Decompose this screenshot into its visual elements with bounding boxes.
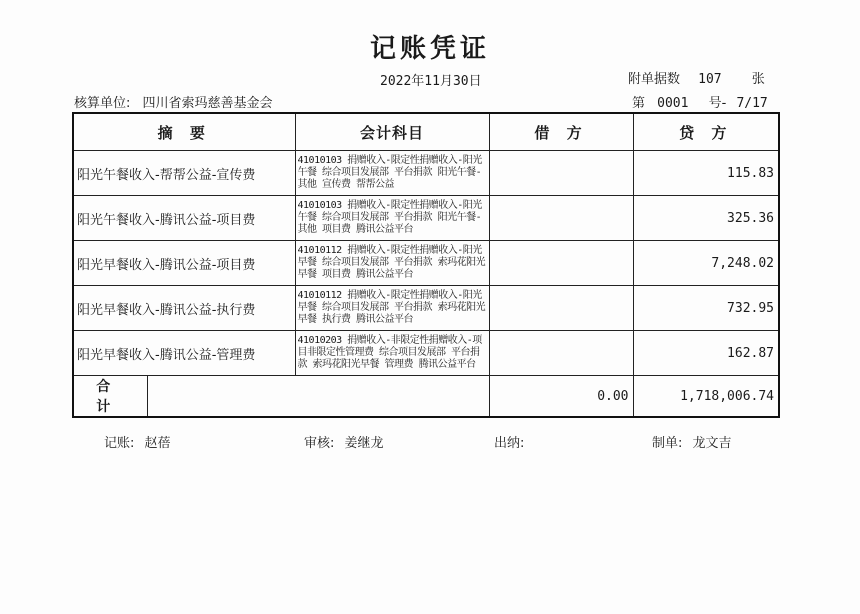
voucher-title: 记账凭证: [369, 34, 490, 64]
voucher-number: [632, 92, 768, 111]
maker: [652, 432, 732, 451]
total-row: [73, 376, 779, 418]
accounting-unit-name: 四川省索玛慈善基金会: [142, 96, 273, 111]
row-credit: 162.87: [633, 331, 779, 376]
row-debit: [489, 286, 633, 331]
bookkeeper: [104, 432, 171, 451]
cashier: [494, 432, 530, 451]
voucher-page: 7/17: [736, 96, 768, 111]
row-credit: 325.36: [633, 196, 779, 241]
row-account: 41010112 捐赠收入-限定性捐赠收入-阳光早餐 综合项目发展部 平台捐款 索玛花阳光早餐 执行费 腾讯公益平台: [295, 286, 489, 331]
col-summary: 摘 要: [73, 113, 295, 151]
voucher-number-value: 0001: [657, 96, 689, 111]
table-row: [73, 241, 779, 286]
attachments-info: [628, 68, 765, 87]
voucher-table: [72, 112, 780, 418]
row-debit: [489, 331, 633, 376]
total-blank: [147, 376, 489, 418]
row-summary: 阳光早餐收入-腾讯公益-管理费: [73, 331, 295, 376]
row-debit: [489, 241, 633, 286]
col-debit: 借 方: [489, 113, 633, 151]
row-account: 41010203 捐赠收入-非限定性捐赠收入-项目非限定性管理费 综合项目发展部 平台捐款 索玛花阳光早餐 管理费 腾讯公益平台: [295, 331, 489, 376]
row-summary: 阳光午餐收入-帮帮公益-宣传费: [73, 151, 295, 196]
row-account: 41010112 捐赠收入-限定性捐赠收入-阳光早餐 综合项目发展部 平台捐款 索玛花阳光早餐 项目费 腾讯公益平台: [295, 241, 489, 286]
row-account: 41010103 捐赠收入-限定性捐赠收入-阳光午餐 综合项目发展部 平台捐款 阳光午餐-其他 宣传费 帮帮公益: [295, 151, 489, 196]
row-credit: 7,248.02: [633, 241, 779, 286]
bookkeeper-label: 记账:: [104, 436, 135, 451]
row-summary: 阳光午餐收入-腾讯公益-项目费: [73, 196, 295, 241]
reviewer-name: 姜继龙: [344, 436, 384, 451]
total-credit: 1,718,006.74: [633, 376, 779, 418]
cashier-label: 出纳:: [494, 436, 525, 451]
table-row: [73, 151, 779, 196]
row-summary: 阳光早餐收入-腾讯公益-项目费: [73, 241, 295, 286]
row-debit: [489, 196, 633, 241]
voucher-number-suffix: 号-: [708, 96, 727, 111]
col-credit: 贷 方: [633, 113, 779, 151]
reviewer-label: 审核:: [304, 436, 335, 451]
total-debit: 0.00: [489, 376, 633, 418]
voucher-number-label: 第: [632, 96, 646, 111]
maker-name: 龙文吉: [692, 436, 732, 451]
accounting-unit: [74, 92, 273, 111]
total-label: 合 计: [73, 376, 147, 418]
voucher-date: 2022年11月30日: [380, 74, 482, 89]
table-row: [73, 196, 779, 241]
accounting-unit-label: 核算单位:: [74, 96, 131, 111]
maker-label: 制单:: [652, 436, 683, 451]
row-credit: 732.95: [633, 286, 779, 331]
table-row: [73, 286, 779, 331]
attachments-label: 附单据数: [628, 72, 681, 87]
col-account: 会计科目: [295, 113, 489, 151]
row-credit: 115.83: [633, 151, 779, 196]
reviewer: [304, 432, 384, 451]
row-summary: 阳光早餐收入-腾讯公益-执行费: [73, 286, 295, 331]
row-account: 41010103 捐赠收入-限定性捐赠收入-阳光午餐 综合项目发展部 平台捐款 阳光午餐-其他 项目费 腾讯公益平台: [295, 196, 489, 241]
table-row: [73, 331, 779, 376]
row-debit: [489, 151, 633, 196]
attachments-unit: 张: [751, 72, 765, 87]
table-header-row: [73, 113, 779, 151]
attachments-count: 107: [698, 72, 722, 87]
bookkeeper-name: 赵蓓: [144, 436, 171, 451]
